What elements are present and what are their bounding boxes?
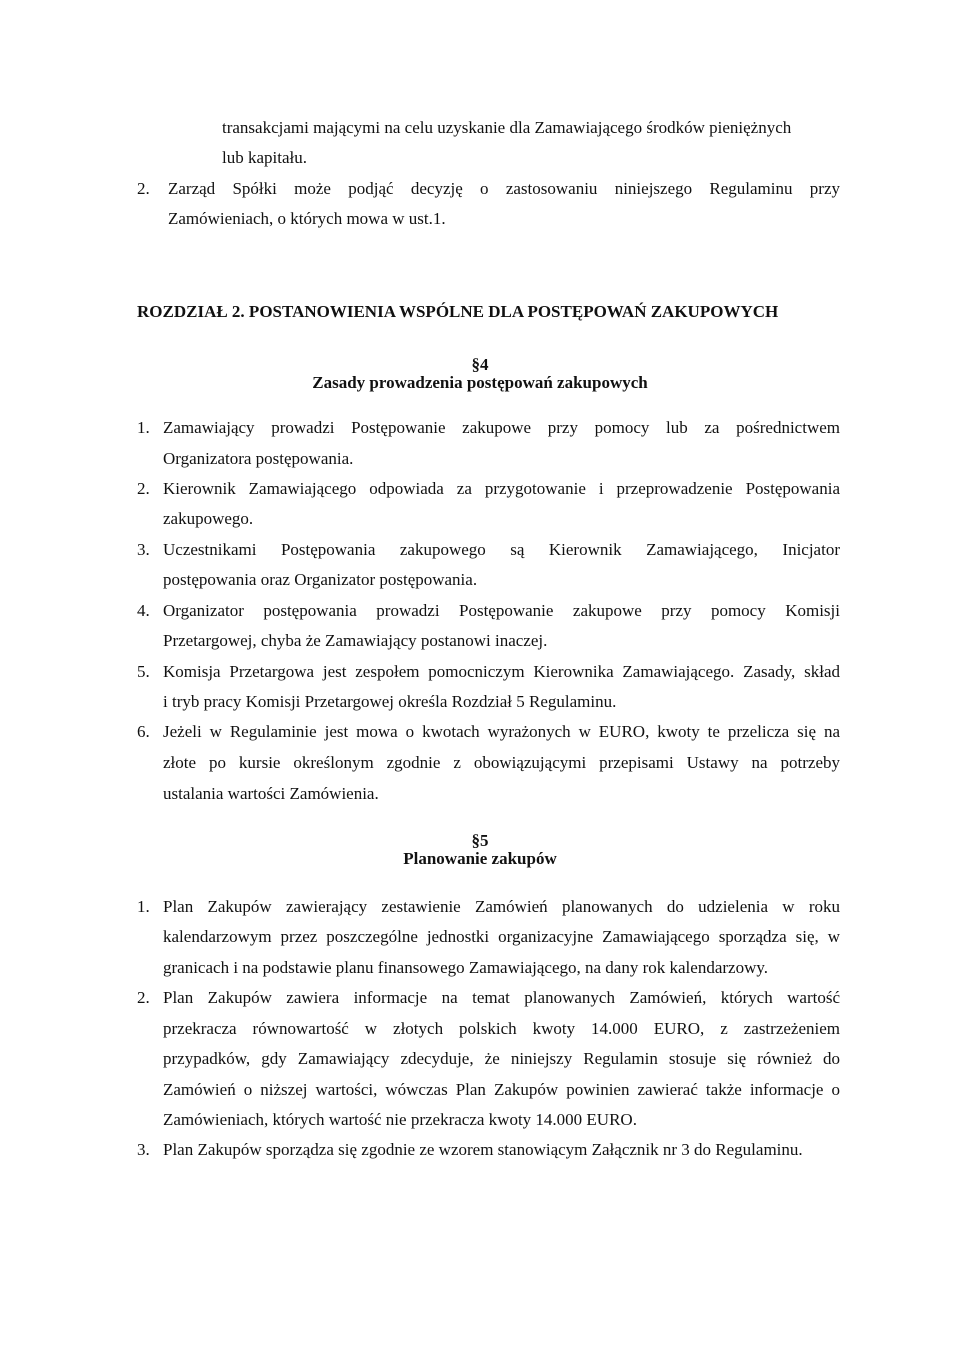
- list-item-number: 2.: [137, 479, 150, 498]
- section-title: Zasady prowadzenia postępowań zakupowych: [312, 373, 648, 392]
- section-symbol: §5: [471, 831, 489, 850]
- list-item-line: Uczestnikami Postępowania zakupowego są Kierownik Zamawiającego, Inicjator: [163, 540, 840, 559]
- list-item-number: 3.: [137, 540, 150, 559]
- section-title: Planowanie zakupów: [403, 849, 557, 868]
- list-item-line: przekracza równowartość w złotych polskich kwoty 14.000 EURO, z zastrzeżeniem: [163, 1019, 840, 1038]
- list-item-line: Zamówieniach, których wartość nie przekracza kwoty 14.000 EURO.: [163, 1110, 637, 1129]
- list-item-line: Plan Zakupów zawierający zestawienie Zamówień planowanych do udzielenia w roku: [163, 897, 840, 916]
- list-item-line: Plan Zakupów zawiera informacje na temat planowanych Zamówień, których wartość: [163, 988, 840, 1007]
- list-item-number: 1.: [137, 897, 150, 916]
- list-item-line: Jeżeli w Regulaminie jest mowa o kwotach wyrażonych w EURO, kwoty te przelicza się na: [163, 722, 840, 741]
- chapter-title: ROZDZIAŁ 2. POSTANOWIENIA WSPÓLNE DLA POSTĘPOWAŃ ZAKUPOWYCH: [137, 302, 779, 321]
- section-symbol: §4: [471, 355, 489, 374]
- list-item-line: zakupowego.: [163, 509, 254, 528]
- list-item-line: Kierownik Zamawiającego odpowiada za przygotowanie i przeprowadzenie Postępowania: [163, 479, 840, 498]
- list-item-line: kalendarzowym przez poszczególne jednostki organizacyjne Zamawiającego sporządza się, w: [163, 927, 840, 946]
- list-item-line: złote po kursie określonym zgodnie z obowiązującymi przepisami Ustawy na potrzeby: [163, 753, 840, 772]
- list-item-line: Zarząd Spółki może podjąć decyzję o zastosowaniu niniejszego Regulaminu przy: [168, 179, 840, 198]
- list-item-line: granicach i na podstawie planu finansowego Zamawiającego, na dany rok kalendarzowy.: [163, 958, 768, 977]
- list-item-line: Zamawiający prowadzi Postępowanie zakupowe przy pomocy lub za pośrednictwem: [163, 418, 840, 437]
- continuation-line: transakcjami mającymi na celu uzyskanie dla Zamawiającego środków pieniężnych: [222, 118, 792, 137]
- list-item-line: Organizator postępowania prowadzi Postępowanie zakupowe przy pomocy Komisji: [163, 601, 840, 620]
- list-item-line: Przetargowej, chyba że Zamawiający postanowi inaczej.: [163, 631, 548, 650]
- list-item-number: 2.: [137, 179, 150, 198]
- list-item-line: Zamówień o niższej wartości, wówczas Plan Zakupów powinien zawierać także informacje o: [163, 1080, 840, 1099]
- continuation-line: lub kapitału.: [222, 148, 307, 167]
- list-item-line: Plan Zakupów sporządza się zgodnie ze wzorem stanowiącym Załącznik nr 3 do Regulaminu.: [163, 1140, 803, 1159]
- list-item-line: i tryb pracy Komisji Przetargowej określa Rozdział 5 Regulaminu.: [163, 692, 617, 711]
- list-item-number: 3.: [137, 1140, 150, 1159]
- list-item-number: 1.: [137, 418, 150, 437]
- list-item-line: Komisja Przetargowa jest zespołem pomocniczym Kierownika Zamawiającego. Zasady, skład: [163, 662, 840, 681]
- list-item-line: przypadków, gdy Zamawiający zdecyduje, że niniejszy Regulamin stosuje się również do: [163, 1049, 840, 1068]
- list-item-number: 2.: [137, 988, 150, 1007]
- list-item-number: 5.: [137, 662, 150, 681]
- list-item-line: ustalania wartości Zamówienia.: [163, 784, 379, 803]
- list-item-line: Organizatora postępowania.: [163, 449, 354, 468]
- list-item-number: 6.: [137, 722, 150, 741]
- list-item-line: Zamówieniach, o których mowa w ust.1.: [168, 209, 446, 228]
- list-item-number: 4.: [137, 601, 150, 620]
- list-item-line: postępowania oraz Organizator postępowania.: [163, 570, 478, 589]
